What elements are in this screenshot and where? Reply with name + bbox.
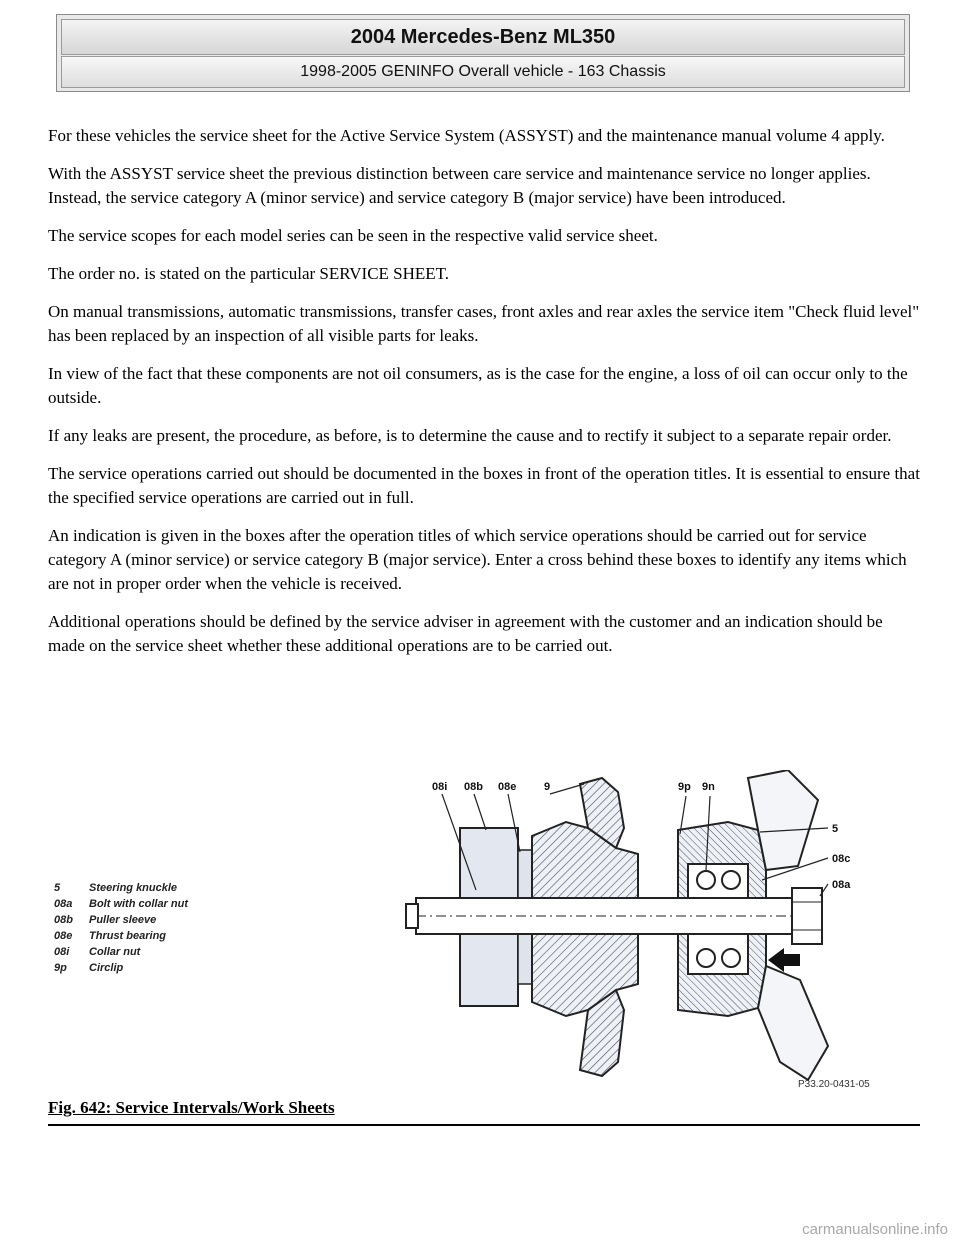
page-header (56, 14, 910, 92)
callout-08a: 08a (832, 879, 851, 891)
collar-nut-shape (792, 888, 822, 944)
legend-item: 08e Thrust bearing (54, 930, 167, 942)
figure-caption: Fig. 642: Service Intervals/Work Sheets (48, 1098, 335, 1117)
callout-08c: 08c (832, 853, 851, 865)
body-text (48, 124, 920, 672)
header-subtitle-bar (61, 56, 905, 88)
paragraph: On manual transmissions, automatic transmissions, transfer cases, front axles and rear axles the service item "Check fluid level" has been replaced by an inspection of all visible parts for leaks. (48, 302, 920, 345)
callout-5: 5 (832, 823, 839, 835)
paragraph: If any leaks are present, the procedure, as before, is to determine the cause and to rectify it subject to a separate repair order. (48, 426, 892, 445)
document-subtitle: 1998-2005 GENINFO Overall vehicle - 163 Chassis (300, 63, 666, 80)
callout-9n: 9n (702, 781, 715, 793)
callout-9p: 9p (678, 781, 691, 793)
bottom-rule (48, 1124, 920, 1126)
wheel-hub-drawing (388, 770, 878, 1092)
legend-item: 08a Bolt with collar nut (54, 898, 188, 910)
paragraph: The order no. is stated on the particular SERVICE SHEET. (48, 264, 450, 283)
header-title-bar (61, 19, 905, 55)
paragraph: The service operations carried out should be documented in the boxes in front of the operation titles. It is essential to ensure that the specified service operations are carried out in full. (48, 464, 920, 507)
legend-item: 5 Steering knuckle (54, 882, 178, 894)
legend-item: 08i Collar nut (54, 946, 141, 958)
callout-08i: 08i (432, 781, 448, 793)
figure-code: P33.20-0431-05 (798, 1079, 870, 1090)
figure (48, 770, 878, 1100)
paragraph: Additional operations should be defined by the service adviser in agreement with the customer and an indication should be made on the service sheet whether these additional operations are to be carried out. (48, 612, 883, 655)
document-title: 2004 Mercedes-Benz ML350 (350, 25, 616, 48)
watermark: carmanualsonline.info (802, 1221, 948, 1238)
paragraph: For these vehicles the service sheet for the Active Service System (ASSYST) and the maintenance manual volume 4 apply. (48, 126, 885, 145)
legend-item: 08b Puller sleeve (54, 914, 157, 926)
paragraph: An indication is given in the boxes after the operation titles of which service operations should be carried out for service category A (minor service) or service category B (major service). Enter a cross behind these boxes to identify any items which are not in proper order when the vehicle is received. (48, 526, 907, 593)
callout-08b: 08b (464, 781, 483, 793)
paragraph: The service scopes for each model series can be seen in the respective valid service sheet. (48, 226, 658, 245)
figure-legend (54, 880, 188, 976)
callout-08e: 08e (498, 781, 517, 793)
paragraph: With the ASSYST service sheet the previous distinction between care service and maintenance service no longer applies. Instead, the service category A (minor service) and service category B (major service) have been introduced. (48, 164, 871, 207)
legend-item: 9p Circlip (54, 962, 124, 974)
callout-9: 9 (544, 781, 551, 793)
paragraph: In view of the fact that these components are not oil consumers, as is the case for the engine, a loss of oil can occur only to the outside. (48, 364, 908, 407)
nut-left-shape (406, 904, 418, 928)
